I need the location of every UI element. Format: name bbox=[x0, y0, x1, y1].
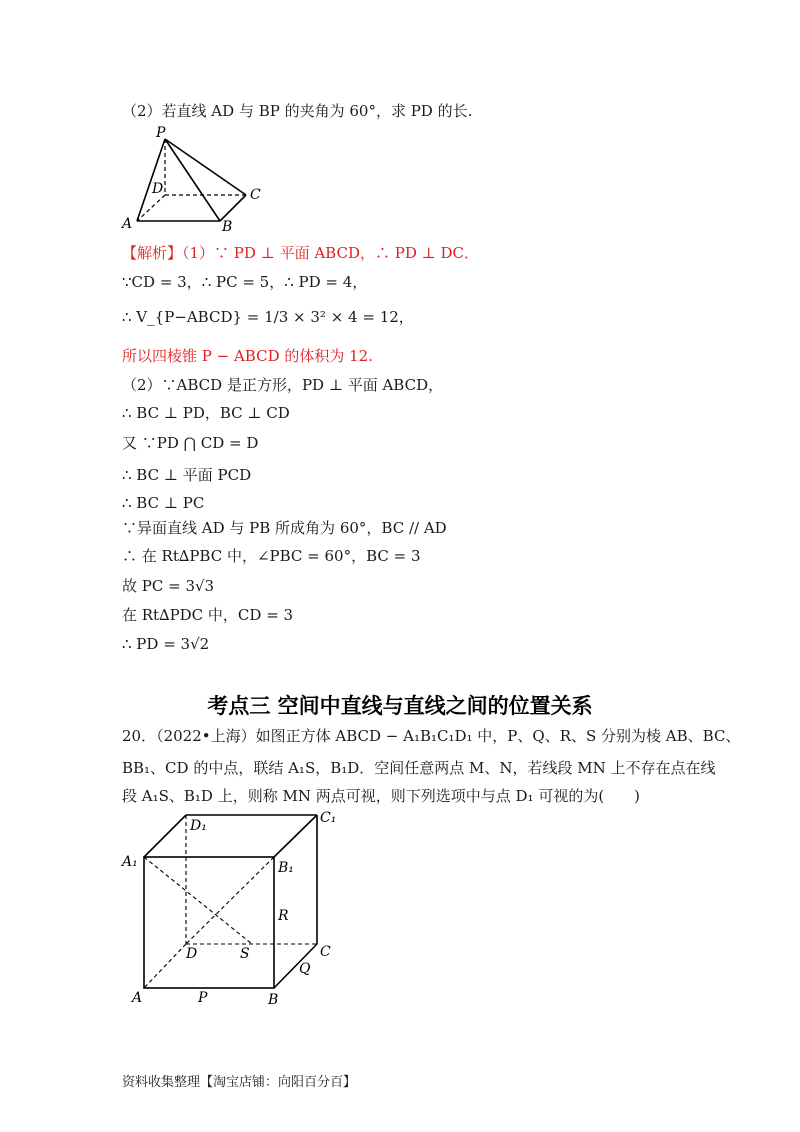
solution-line-11: ∴ 在 Rt∆PBC 中，∠PBC = 60°，BC = 3 bbox=[122, 547, 421, 565]
label-C: C bbox=[250, 187, 261, 203]
solution-line-4: 所以四棱锥 P − ABCD 的体积为 12. bbox=[122, 347, 373, 365]
cube-label-A1: A₁ bbox=[122, 854, 138, 870]
cube-label-D: D bbox=[186, 946, 198, 962]
problem-20-line-1: 20．（2022•上海）如图正方体 ABCD − A₁B₁C₁D₁ 中，P、Q、R、S 分别为棱 AB、BC、 bbox=[122, 727, 741, 745]
solution-line-3: ∴ V_{P−ABCD} = 1/3 × 3² × 4 = 12， bbox=[122, 308, 414, 326]
cube-label-D1: D₁ bbox=[190, 818, 207, 834]
solution-line-12: 故 PC = 3√3 bbox=[122, 577, 215, 595]
pyramid-figure bbox=[118, 125, 268, 233]
cube-figure bbox=[118, 808, 348, 1008]
problem-20-line-2: BB₁、CD 的中点，联结 A₁S，B₁D．空间任意两点 M、N，若线段 MN 上不存在点在线 bbox=[122, 759, 716, 777]
solution-line-10: ∵异面直线 AD 与 PB 所成角为 60°，BC // AD bbox=[122, 519, 447, 537]
cube-label-C1: C₁ bbox=[320, 810, 337, 826]
cube-label-R: R bbox=[278, 908, 289, 924]
solution-line-13: 在 Rt∆PDC 中，CD = 3 bbox=[122, 606, 294, 624]
cube-label-Q: Q bbox=[299, 961, 311, 977]
solution-line-9: ∴ BC ⊥ PC bbox=[122, 494, 205, 512]
solution-line-8: ∴ BC ⊥ 平面 PCD bbox=[122, 466, 252, 484]
solution-line-5: （2）∵ABCD 是正方形，PD ⊥ 平面 ABCD， bbox=[122, 376, 444, 394]
solution-line-7: 又 ∵PD ⋂ CD = D bbox=[122, 434, 259, 452]
label-A: A bbox=[122, 216, 133, 232]
label-P: P bbox=[156, 125, 166, 141]
cube-label-A: A bbox=[132, 990, 143, 1006]
solution-line-6: ∴ BC ⊥ PD，BC ⊥ CD bbox=[122, 404, 290, 422]
cube-label-P: P bbox=[198, 990, 208, 1006]
question-2-prompt: （2）若直线 AD 与 BP 的夹角为 60°，求 PD 的长. bbox=[122, 102, 473, 120]
problem-20-line-3: 段 A₁S、B₁D 上，则称 MN 两点可视，则下列选项中与点 D₁ 可视的为( ) bbox=[122, 787, 641, 805]
cube-label-B1: B₁ bbox=[278, 860, 294, 876]
section-heading: 考点三 空间中直线与直线之间的位置关系 bbox=[207, 694, 593, 718]
page-footer: 资料收集整理【淘宝店铺：向阳百分百】 bbox=[122, 1075, 357, 1090]
solution-line-1: 【解析】（1）∵ PD ⊥ 平面 ABCD，∴ PD ⊥ DC． bbox=[122, 244, 480, 262]
cube-label-C: C bbox=[320, 944, 331, 960]
cube-label-S: S bbox=[240, 946, 250, 962]
label-D: D bbox=[152, 181, 164, 197]
cube-label-B: B bbox=[268, 992, 279, 1008]
label-B: B bbox=[222, 219, 233, 233]
solution-line-14: ∴ PD = 3√2 bbox=[122, 635, 210, 653]
solution-line-2: ∵CD = 3，∴ PC = 5，∴ PD = 4， bbox=[122, 273, 368, 291]
